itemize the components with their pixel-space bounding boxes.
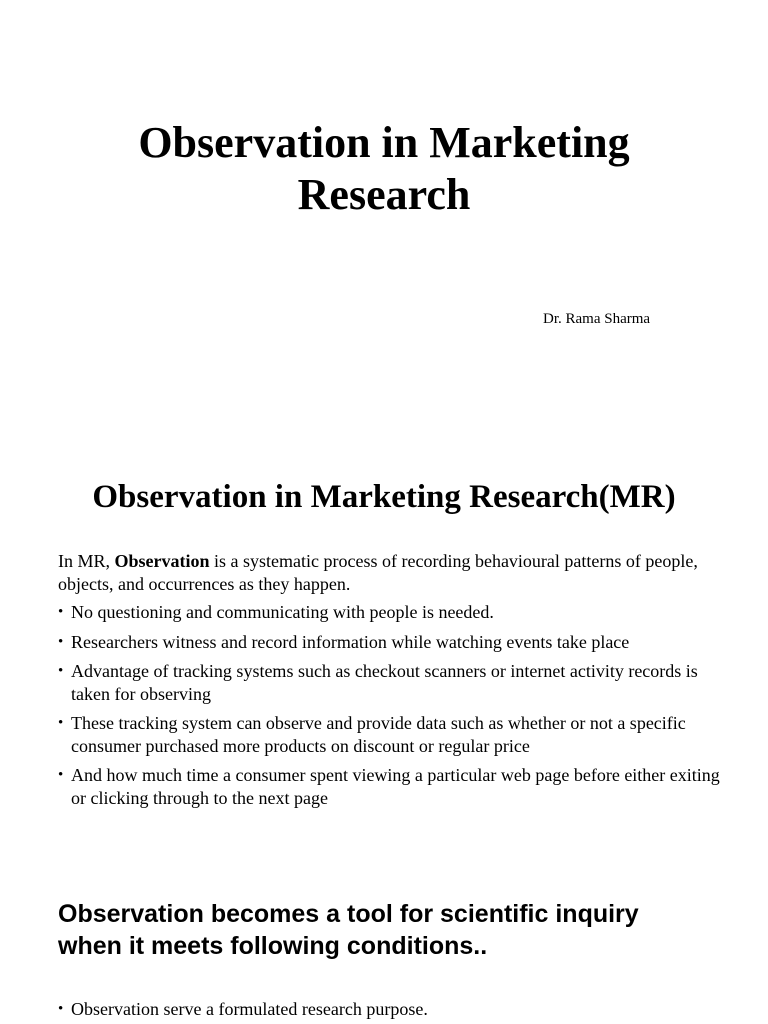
list-item bbox=[58, 998, 728, 1021]
title-line-1: Observation in Marketing bbox=[138, 118, 630, 167]
title-slide bbox=[0, 0, 768, 440]
intro-rest: is a systematic process of recording behavioural patterns of people, objects, and occurrences as they happen. bbox=[58, 551, 698, 594]
intro-term: Observation bbox=[114, 551, 210, 571]
definition-slide bbox=[0, 440, 768, 860]
list-item bbox=[58, 601, 728, 624]
slide-title: Observation in Marketing Research(MR) bbox=[92, 479, 676, 515]
intro-prefix: In MR, bbox=[58, 551, 115, 571]
list-item-text: These tracking system can observe and provide data such as whether or not a specific consumer purchased more products on discount or regular price bbox=[71, 713, 686, 756]
slide-title bbox=[58, 898, 738, 962]
title-line-2: when it meets following conditions.. bbox=[58, 932, 488, 960]
page-title bbox=[0, 117, 768, 221]
bullet-icon: • bbox=[58, 604, 64, 620]
slide-content bbox=[58, 550, 728, 816]
intro-paragraph bbox=[58, 550, 728, 595]
list-item bbox=[58, 764, 728, 809]
list-item-text: Researchers witness and record information while watching events take place bbox=[71, 631, 630, 652]
author-name: Dr. Rama Sharma bbox=[543, 311, 651, 327]
title-line-1: Observation becomes a tool for scientific inquiry bbox=[58, 900, 639, 928]
bullet-list bbox=[58, 998, 728, 1021]
list-item-text: Advantage of tracking systems such as checkout scanners or internet activity records is taken for observing bbox=[71, 661, 698, 704]
bullet-icon: • bbox=[58, 663, 64, 679]
conditions-slide bbox=[0, 860, 768, 1024]
bullet-icon: • bbox=[58, 1001, 64, 1017]
list-item-text: No questioning and communicating with people is needed. bbox=[71, 602, 494, 622]
bullet-icon: • bbox=[58, 633, 64, 650]
list-item bbox=[58, 712, 728, 757]
title-line-2: Research bbox=[297, 170, 471, 219]
bullet-list bbox=[58, 601, 728, 809]
list-item bbox=[58, 631, 728, 654]
bullet-icon: • bbox=[58, 715, 64, 731]
list-item-text: And how much time a consumer spent viewing a particular web page before either exiting or clicking through to the next page bbox=[71, 765, 720, 808]
bullet-icon: • bbox=[58, 767, 64, 783]
list-item-text: Observation serve a formulated research purpose. bbox=[71, 999, 428, 1019]
list-item bbox=[58, 660, 728, 705]
